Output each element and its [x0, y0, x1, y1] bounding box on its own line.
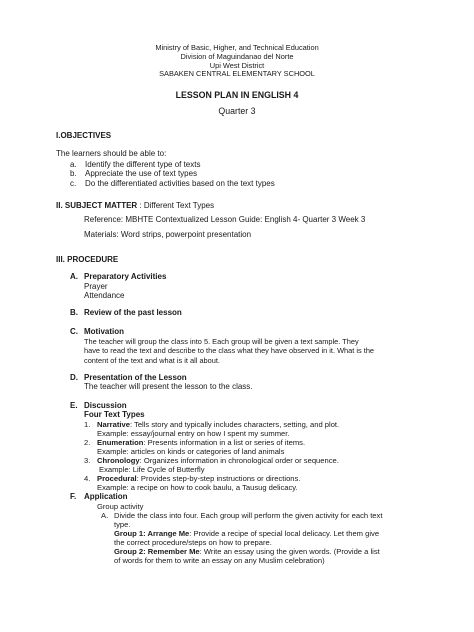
text-types-subheading: Four Text Types	[84, 410, 145, 419]
presentation-text: The teacher will present the lesson to the class.	[84, 382, 253, 391]
text-type-name: Procedural	[97, 474, 137, 483]
section-marker: F.	[70, 492, 77, 501]
application-instruction: type.	[114, 520, 131, 529]
group2-label: Group 2: Remember Me	[114, 547, 200, 556]
text-type-line	[97, 420, 339, 429]
group1-text: the correct procedure/steps on how to prepare.	[114, 538, 272, 547]
discussion-heading: Discussion	[84, 401, 127, 410]
group1-label: Group 1: Arrange Me	[114, 529, 190, 538]
text-type-desc: : Tells story and typically includes characters, setting, and plot.	[129, 420, 340, 429]
group1-text: : Provide a recipe of special local delicacy. Let them give	[189, 529, 380, 538]
group1-line	[114, 529, 379, 538]
application-heading: Application	[84, 492, 128, 501]
objective-marker: b.	[70, 169, 77, 178]
subject-matter-value: : Different Text Types	[139, 201, 215, 210]
group2-text: : Write an essay using the given words. (Provide a list	[199, 547, 380, 556]
motivation-text: The teacher will group the class into 5. Each group will be given a text sample. They	[84, 337, 359, 346]
subject-matter-heading: II. SUBJECT MATTER	[56, 201, 138, 210]
list-number: 1.	[84, 420, 91, 429]
prayer-text: Prayer	[84, 282, 108, 291]
text-type-line	[97, 456, 339, 465]
header-ministry: Ministry of Basic, Higher, and Technical Education	[155, 43, 319, 52]
section-marker: C.	[70, 327, 78, 336]
list-number: 4.	[84, 474, 91, 483]
objectives-heading: I.OBJECTIVES	[56, 131, 112, 140]
sub-marker: A.	[101, 511, 109, 520]
section-marker: D.	[70, 373, 78, 382]
text-type-desc: : Presents information in a list or series of items.	[143, 438, 306, 447]
attendance-text: Attendance	[84, 291, 125, 300]
text-type-example: Example: essay/journal entry on how I spent my summer.	[97, 429, 290, 438]
list-number: 2.	[84, 438, 91, 447]
text-type-name: Chronology	[97, 456, 140, 465]
objectives-intro: The learners should be able to:	[56, 149, 167, 158]
text-type-name: Enumeration	[97, 438, 144, 447]
text-type-name: Narrative	[97, 420, 130, 429]
motivation-text: have to read the text and describe to the class what they have observed in it. What is the	[84, 346, 375, 355]
motivation-heading: Motivation	[84, 327, 124, 336]
page-title: LESSON PLAN IN ENGLISH 4	[175, 90, 299, 100]
reference-text: Reference: MBHTE Contextualized Lesson Guide: English 4- Quarter 3 Week 3	[84, 215, 366, 224]
subject-matter-line	[56, 201, 214, 210]
text-type-example: Example: articles on kinds or categories of land animals	[97, 447, 285, 456]
text-type-line	[97, 438, 305, 447]
objective-marker: a.	[70, 160, 77, 169]
text-type-example: Example: Life Cycle of Butterfly	[99, 465, 205, 474]
text-type-desc: : Organizes information in chronological order or sequence.	[139, 456, 339, 465]
page-subtitle: Quarter 3	[218, 106, 256, 116]
group2-text: of words for them to write an essay on any Muslim celebration)	[114, 556, 325, 565]
header-division: Division of Maguindanao del Norte	[180, 52, 294, 61]
objective-item: Appreciate the use of text types	[85, 169, 198, 178]
group-activity-label: Group activity	[97, 502, 144, 511]
procedure-heading: III. PROCEDURE	[56, 255, 119, 264]
objective-marker: c.	[70, 179, 77, 188]
objective-item: Do the differentiated activities based on the text types	[85, 179, 275, 188]
presentation-heading: Presentation of the Lesson	[84, 373, 187, 382]
header-school: SABAKEN CENTRAL ELEMENTARY SCHOOL	[159, 69, 315, 78]
section-marker: A.	[70, 272, 78, 281]
text-type-example: Example: a recipe on how to cook baulu, a Tausug delicacy.	[97, 483, 298, 492]
text-type-desc: : Provides step-by-step instructions or directions.	[136, 474, 301, 483]
header-district: Upi West District	[209, 61, 265, 70]
list-number: 3.	[84, 456, 91, 465]
preparatory-activities-heading: Preparatory Activities	[84, 272, 167, 281]
section-marker: B.	[70, 308, 78, 317]
text-type-line	[97, 474, 300, 483]
materials-text: Materials: Word strips, powerpoint presentation	[84, 230, 252, 239]
objective-item: Identify the different type of texts	[85, 160, 201, 169]
section-marker: E.	[70, 401, 78, 410]
motivation-text: content of the text and what is it all about.	[84, 356, 220, 365]
application-instruction: Divide the class into four. Each group will perform the given activity for each text	[114, 511, 383, 520]
group2-line	[114, 547, 380, 556]
review-heading: Review of the past lesson	[84, 308, 182, 317]
